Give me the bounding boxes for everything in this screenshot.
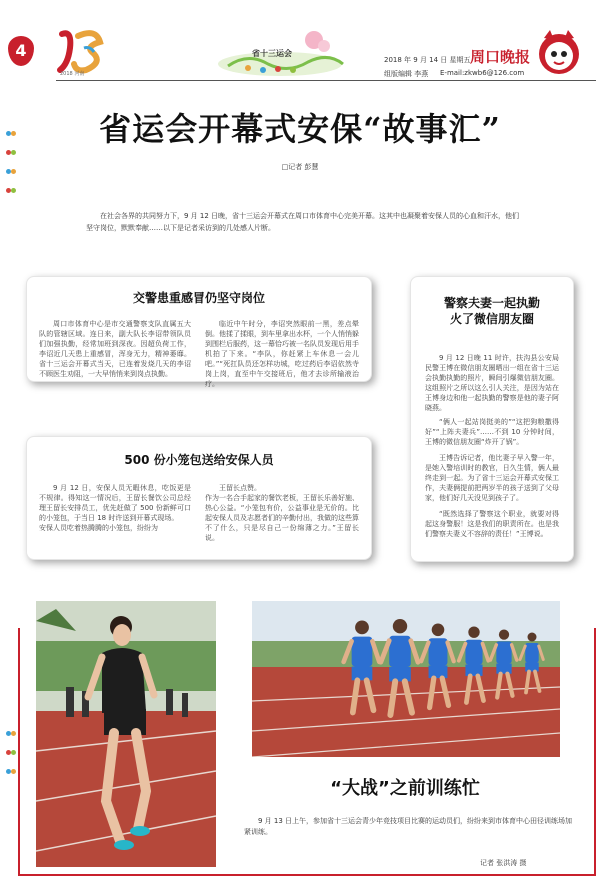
mascot-icon: [534, 28, 584, 78]
story-body-col2: 王留长点赞。 作为一名合手起家的餐饮老板，王留长乐善好施、热心公益。“小笼包有价，公益事业是无价的。比起安保人员及志愿者们的辛勤付出，我做的这些算不了什么，只是尽自己一份绵薄之力。”王留长说。: [205, 484, 359, 542]
photo-caption: 9 月 13 日上午，参加省十三运会青少年竞技项目比赛的运动员们，纷纷来到市体育中心田径训练场加紧训练。: [244, 817, 573, 836]
contact-email: E-mail:zkwb6@126.com: [440, 69, 525, 77]
story-title: 交警患重感冒仍坚守岗位: [132, 291, 265, 305]
story-paragraph-4: “既然选择了警察这个职业，就要对得起这身警服！这是我们的职责所在。也是我们警察夫妻义不容辞的责任！”王博说。: [425, 510, 559, 538]
logo-caption: 2018 河南: [60, 71, 85, 77]
intro-paragraph: 在社会各界的共同努力下，9 月 12 日晚，省十三运会开幕式在周口市体育中心完美开幕。这其中也凝聚着安保人员的心血和汗水，他们坚守岗位，默默奉献……以下是记者采访到的几处感人片断。: [86, 212, 520, 232]
story-paragraph-2: “俩人一起站岗挺美的”“这把狗粮撒得好”“上阵夫妻兵”……不到 10 分钟时间，王博的微信朋友圈“炸开了锅”。: [425, 418, 559, 446]
byline: □记者 彭慧: [281, 163, 319, 171]
header-rule: [56, 80, 596, 81]
layout-editor: 组版编辑 李燕: [384, 70, 429, 78]
page-headline: 省运会开幕式安保“故事汇”: [99, 110, 501, 148]
story-body-col2: 临近中午时分，李诏突然眼前一黑，差点晕倒。他揉了揉眼，到车里拿出水杯，一个人悄悄躲到围栏后服药，这一幕恰巧被一名队员发现后用手机拍了下来。“李队，你赶紧上车休息一会儿吧。”“死扛队员还怎样功城，吃过药后李诏依然寺岗上岗，直至中午交接班后，他才去诊所输液治疗。: [205, 320, 359, 388]
games-logo-icon: [56, 28, 108, 74]
page-number-badge: 4: [8, 36, 34, 66]
banner-title: 省十三运会: [252, 49, 292, 58]
story-title: 警察夫妻一起执勤 火了微信朋友圈: [443, 296, 540, 326]
photo-female-runner: [36, 601, 216, 867]
story-body-col1: 9 月 12 日，安保人员无暇休息，吃饭更是不规律。得知这一情况后，王留长餐饮公司总经理王留长安排员工，优先赶做了 500 份新鲜可口的小笼包，于当日 18 时许送到开幕式现场。 安保人员吃着热腾腾的小笼包，纷纷为: [39, 484, 191, 532]
story-card-traffic-police: [26, 276, 372, 388]
story-paragraph-3: 王博告诉记者，他比妻子早入警一年，是她入警培训时的教官，日久生情，俩人最终走到一起。为了省十三运会开幕式安保工作，夫妻俩提前把两岁半的孩子送到了父母家，他们好几天没见到孩子了。: [425, 454, 559, 502]
story-body-col1: 周口市体育中心是市交通警察支队直属五大队的管辖区域。连日来，副大队长李诏带领队员们加强执勤，经常加班到深夜。因超负荷工作，李诏近几天患上重感冒，浑身无力，精神萎靡。省十三运会开幕式当天，已连着发烧几天的李诏不顾医生劝阻，一大早悄悄来到岗点执勤。: [39, 320, 191, 378]
story-card-steamed-buns: [26, 436, 372, 560]
story-title: 500 份小笼包送给安保人员: [124, 453, 274, 467]
photo-team-training: [252, 601, 560, 757]
story-paragraph-1: 9 月 12 日晚 11 时许，扶沟县公安局民警王博在微信朋友圈晒出一组在省十三运会执勤执勤的照片，瞬间引爆微信朋友圈。这组照片之所以这么引人关注，是因为站在王博身边和他一起执勤的警察是他的妻子阿晓燕。: [425, 354, 559, 412]
story-card-police-couple: [410, 276, 574, 562]
photo-credit: 记者 张洪涛 摄: [480, 859, 527, 867]
photo-feature-title: “大战”之前训练忙: [330, 778, 480, 799]
publication-name: 周口晚报: [470, 48, 531, 66]
side-color-dots-bottom: [6, 722, 16, 779]
issue-date: 2018 年 9 月 14 日 星期五: [384, 56, 471, 64]
